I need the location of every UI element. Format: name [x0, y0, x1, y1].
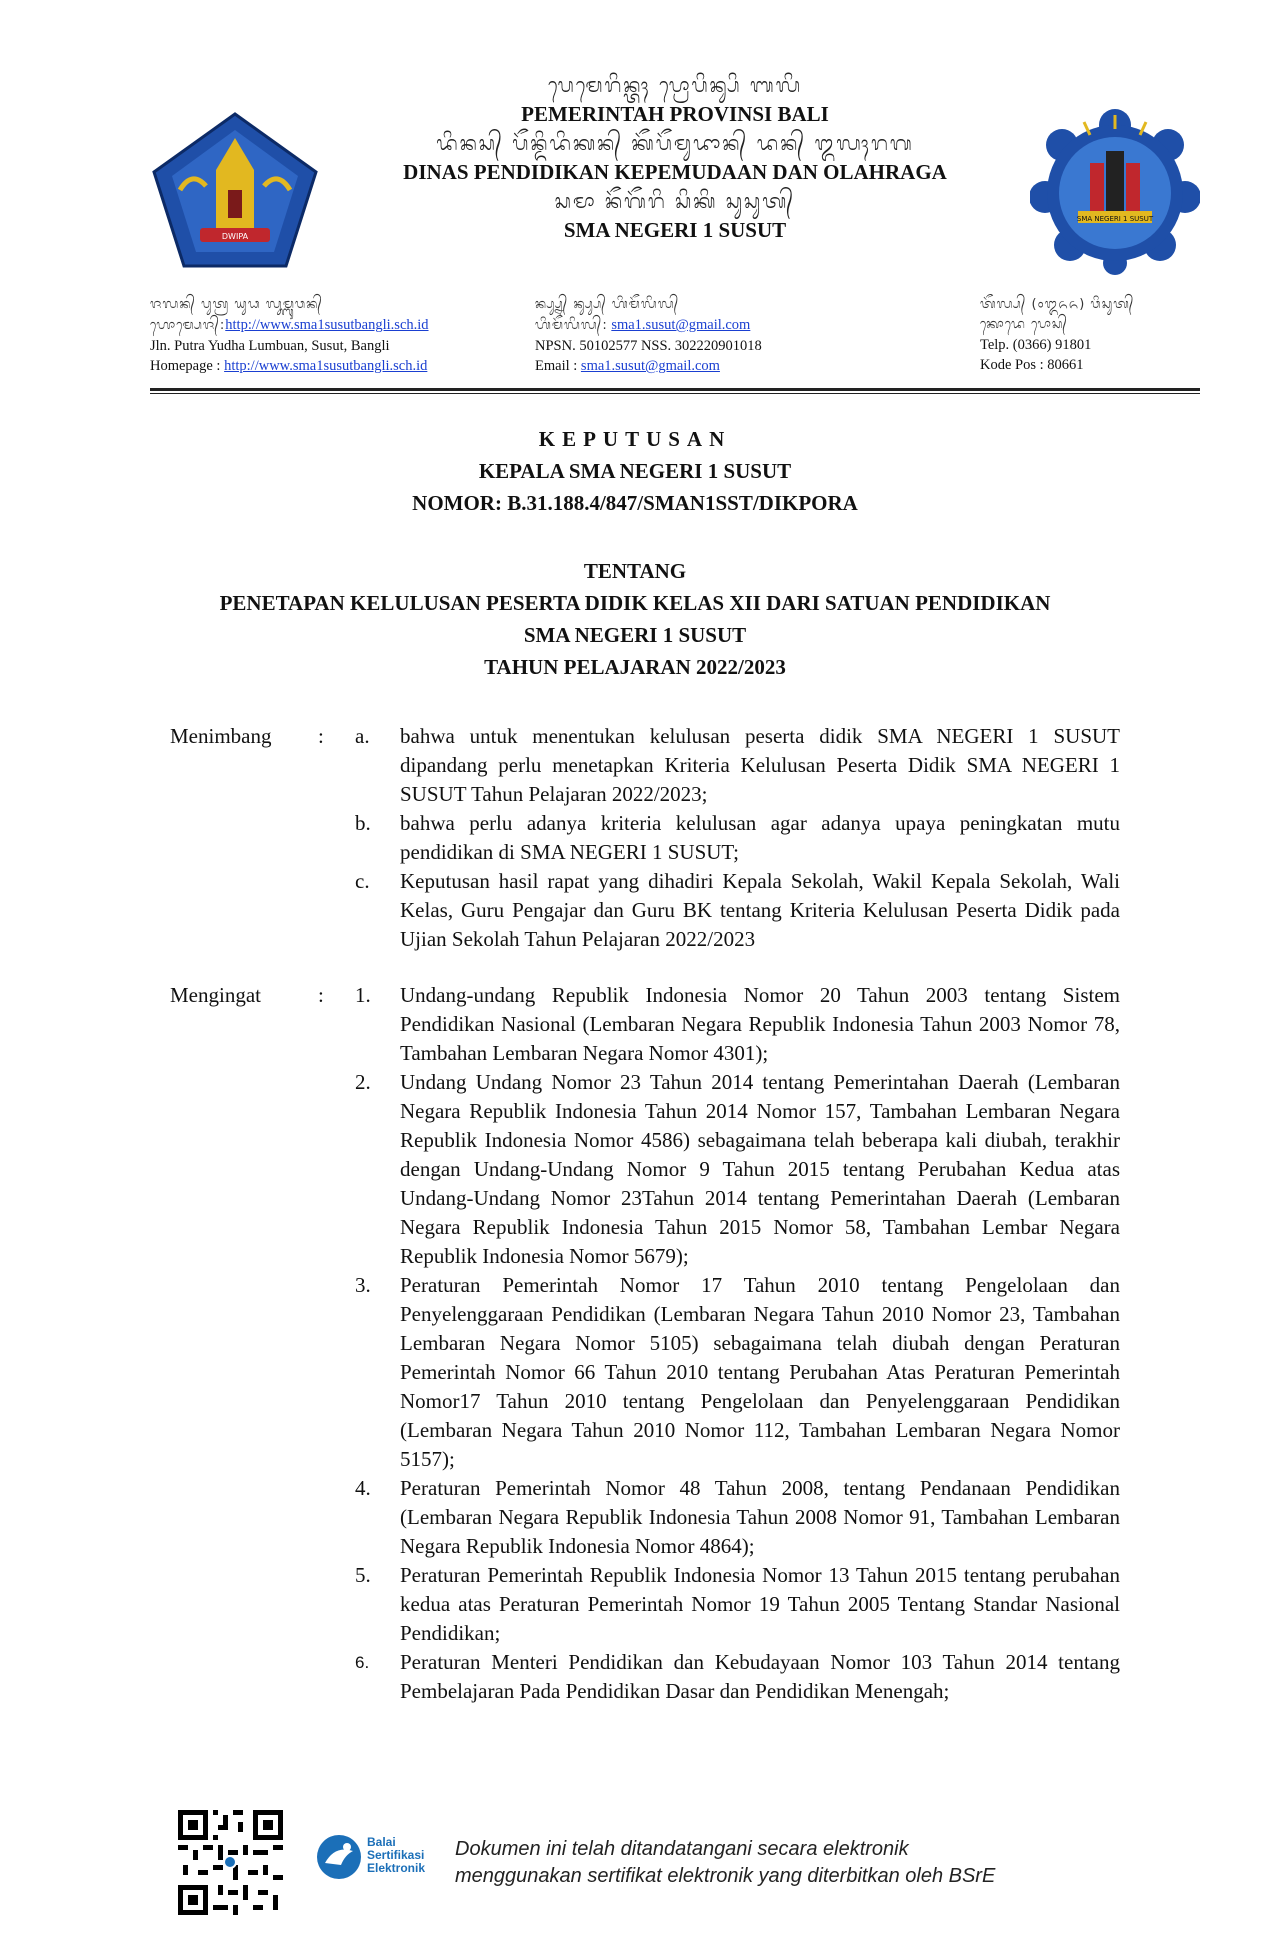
- balinese-script-line: ᬲᬫᬵ ᬦᭂᬕᭂᬭᬶ ᬲᬶᬓᬶ ᬲᬸᬲᬸᬢ᭄: [554, 189, 796, 213]
- contact-left: [150, 295, 429, 376]
- letterhead-divider: [150, 388, 1200, 391]
- item-marker: 6.: [355, 1653, 370, 1672]
- letterhead-divider: [150, 393, 1200, 394]
- bsre-name-line: Balai: [367, 1835, 396, 1849]
- list-item: [355, 1474, 1120, 1561]
- npsn-nss: NPSN. 50102577 NSS. 302220901018: [535, 338, 762, 354]
- section-label: Mengingat: [170, 983, 261, 1007]
- item-marker: 1.: [355, 983, 371, 1007]
- homepage-link[interactable]: http://www.sma1susutbangli.sch.id: [224, 358, 428, 374]
- subject-line: TAHUN PELAJARAN 2022/2023: [484, 655, 786, 679]
- contact-right: [980, 295, 1134, 375]
- balinese-script-line: ᬦ᭄ᬧ᭄ᬲ᭄ᬦ᭄ ᬦ᭄ᬲ᭄ᬲ᭄ ᬳᬶᬫᭂᬮᬶᬮ᭄: [535, 297, 680, 312]
- item-text: Peraturan Pemerintah Republik Indonesia Nomor 13 Tahun 2015 tentang perubahan kedua atas Peraturan Pemerintah Nomor 19 Tahun 2005 Tentang Standar Nasional Pendidikan;: [400, 1563, 1120, 1645]
- item-marker: b.: [355, 811, 371, 835]
- subject-line: PENETAPAN KELULUSAN PESERTA DIDIK KELAS XII DARI SATUAN PENDIDIKAN: [219, 591, 1051, 615]
- item-marker: a.: [355, 724, 370, 748]
- bali-province-crest-icon: [150, 110, 320, 270]
- agency-name: DINAS PENDIDIKAN KEPEMUDAAN DAN OLAHRAGA: [403, 160, 947, 184]
- item-marker: 3.: [355, 1273, 371, 1297]
- balinese-script-line: ᬳᬶᬫᭂᬮᬶᬮ᭄:: [535, 318, 608, 333]
- email-link-top[interactable]: sma1.susut@gmail.com: [611, 317, 751, 333]
- item-text: Undang-undang Republik Indonesia Nomor 20 Tahun 2003 tentang Sistem Pendidikan Nasional (Lembaran Negara Republik Indonesia Tahun 2003 Nomor 78, Tambahan Lembaran Negara Nomor 4301);: [400, 983, 1120, 1065]
- homepage-label: Homepage :: [150, 358, 221, 374]
- school-emblem-icon: [1030, 105, 1200, 275]
- item-marker: 2.: [355, 1070, 371, 1094]
- list-item: [355, 867, 1120, 954]
- item-marker: c.: [355, 869, 370, 893]
- item-text: Peraturan Menteri Pendidikan dan Kebudayaan Nomor 103 Tahun 2014 tentang Pembelajaran Pada Pendidikan Dasar dan Pendidikan Menengah;: [400, 1650, 1120, 1703]
- balinese-script-line: ᬳᭀᬫ᭄ᬧᬾᬚ᭄:: [150, 318, 226, 333]
- item-text: bahwa untuk menentukan kelulusan peserta didik SMA NEGERI 1 SUSUT dipandang perlu menetapkan Kriteria Kelulusan Peserta Didik SMA NEGERI 1 SUSUT Tahun Pelajaran 2022/2023;: [400, 724, 1120, 806]
- email-label: Email :: [535, 358, 578, 374]
- letterhead-center: [330, 70, 1020, 244]
- balinese-script-line: ᬧᬾᬫᬾᬭᬶᬦ᭄ᬢᬄ ᬧ᭄ᬭᭀᬧᬶᬦ᭄ᬲᬶ ᬩᬮᬶ: [547, 73, 803, 97]
- item-text: Peraturan Pemerintah Nomor 17 Tahun 2010 tentang Pengelolaan dan Penyelenggaraan Pendidikan (Lembaran Negara Tahun 2010 Nomor 23, Tambahan Lembaran Negara Nomor 5105) sebagaimana telah diubah dengan Peraturan Pemerintah Nomor 66 Tahun 2010 tentang Perubahan Atas Peraturan Pemerintah Nomor17 Tahun 2010 tentang Pengelolaan dan Penyelenggaraan Pendidikan (Lembaran Negara Tahun 2010 Nomor 112, Tambahan Lembaran Negara Nomor 5157);: [400, 1273, 1120, 1471]
- section-colon: :: [318, 724, 324, 748]
- list-item: [355, 981, 1120, 1068]
- telephone: Telp. (0366) 91801: [980, 337, 1092, 353]
- item-text: Keputusan hasil rapat yang dihadiri Kepala Sekolah, Wakil Kepala Sekolah, Wali Kelas, Guru Pengajar dan Guru BK tentang Kriteria Kelulusan Peserta Didik pada Ujian Sekolah Tahun Pelajaran 2022/2023: [400, 869, 1120, 951]
- email-link[interactable]: sma1.susut@gmail.com: [580, 358, 720, 374]
- decree-title: KEPUTUSAN: [538, 427, 732, 451]
- item-marker: 5.: [355, 1563, 371, 1587]
- item-text: Peraturan Pemerintah Nomor 48 Tahun 2008, tentang Pendanaan Pendidikan (Lembaran Negara Republik Indonesia Tahun 2008 Nomor 91, Tambahan Lembaran Negara Republik Indonesia Nomor 4864);: [400, 1476, 1120, 1558]
- bsre-name-line: Sertifikasi: [367, 1848, 425, 1862]
- balinese-script-line: ᬤᬶᬦᬲ᭄ ᬧᭂᬦ᭄ᬤᬶᬤᬶᬓᬦ᭄ ᬓᭂᬧᭂᬫᬸᬤᬵᬦ᭄ ᬤᬦ᭄ ᬑᬮᬄᬭᬕ: [436, 131, 914, 155]
- list-item: [355, 1271, 1120, 1474]
- section-colon: :: [318, 983, 324, 1007]
- item-text: Undang Undang Nomor 23 Tahun 2014 tentang Pemerintahan Daerah (Lembaran Negara Republik Indonesia Tahun 2014 Nomor 157, Tambahan Lembaran Negara Republik Indonesia Nomor 4586) sebagaimana telah beberapa kali diubah, terakhir dengan Undang-Undang Nomor 9 Tahun 2015 tentang Perubahan Kedua atas Undang-Undang Nomor 23Tahun 2014 tentang Pemerintahan Daerah (Lembaran Negara Republik Indonesia Tahun 2015 Nomor 58, Tambahan Lembar Negara Republik Indonesia Nomor 5679);: [400, 1070, 1120, 1268]
- qr-code-icon: [178, 1810, 283, 1915]
- homepage-link-top[interactable]: http://www.sma1susutbangli.sch.id: [225, 317, 429, 333]
- esign-notice: [455, 1836, 995, 1890]
- government-name: PEMERINTAH PROVINSI BALI: [521, 102, 829, 126]
- esign-notice-line: Dokumen ini telah ditandatangani secara elektronik: [455, 1838, 909, 1860]
- contact-middle: [535, 295, 762, 376]
- subject-line: SMA NEGERI 1 SUSUT: [523, 623, 747, 647]
- subject-heading: TENTANG: [583, 559, 687, 583]
- mengingat-list: [355, 981, 1120, 1706]
- balinese-script-line: ᬢᭂᬮ᭄ᬧ᭄ (᭐᭓᭖᭖) ᬯᬶᬲᬸᬢ᭄: [980, 297, 1135, 312]
- letterhead: [150, 70, 1200, 400]
- contact-row: [150, 295, 1200, 390]
- list-item: [355, 1068, 1120, 1271]
- balinese-script-line: ᬓᭀᬤᬾ ᬧᭀᬲ᭄: [980, 317, 1068, 332]
- item-text: bahwa perlu adanya kriteria kelulusan agar adanya upaya peningkatan mutu pendidikan di SMA NEGERI 1 SUSUT;: [400, 811, 1120, 864]
- item-marker: 4.: [355, 1476, 371, 1500]
- balinese-script-line: ᬚᬮᬦ᭄ ᬧᬸᬢ᭄ᬭ ᬬᬸᬥ ᬮᬸᬫ᭄ᬩᬸᬯᬦ᭄: [150, 297, 323, 312]
- svg-text:SMA NEGERI 1 SUSUT: SMA NEGERI 1 SUSUT: [1076, 215, 1154, 223]
- decree-number: NOMOR: B.31.188.4/847/SMAN1SST/DIKPORA: [412, 491, 858, 515]
- school-address: Jln. Putra Yudha Lumbuan, Susut, Bangli: [150, 338, 390, 354]
- bsre-name-line: Elektronik: [367, 1861, 426, 1875]
- list-item: [355, 1561, 1120, 1648]
- list-item: [355, 1648, 1120, 1706]
- list-item: [355, 809, 1120, 867]
- section-label: Menimbang: [170, 724, 272, 748]
- svg-text:DWIPA: DWIPA: [221, 232, 249, 241]
- esign-notice-line: menggunakan sertifikat elektronik yang diterbitkan oleh BSrE: [455, 1865, 996, 1887]
- school-name: SMA NEGERI 1 SUSUT: [563, 218, 787, 242]
- decree-issuer: KEPALA SMA NEGERI 1 SUSUT: [478, 459, 792, 483]
- postal-code: Kode Pos : 80661: [980, 357, 1084, 373]
- bsre-logo-icon: [315, 1833, 363, 1881]
- menimbang-list: [355, 722, 1120, 954]
- list-item: [355, 722, 1120, 809]
- decree-header: [0, 423, 1270, 519]
- bsre-name: [367, 1836, 425, 1875]
- decree-subject: [0, 555, 1270, 683]
